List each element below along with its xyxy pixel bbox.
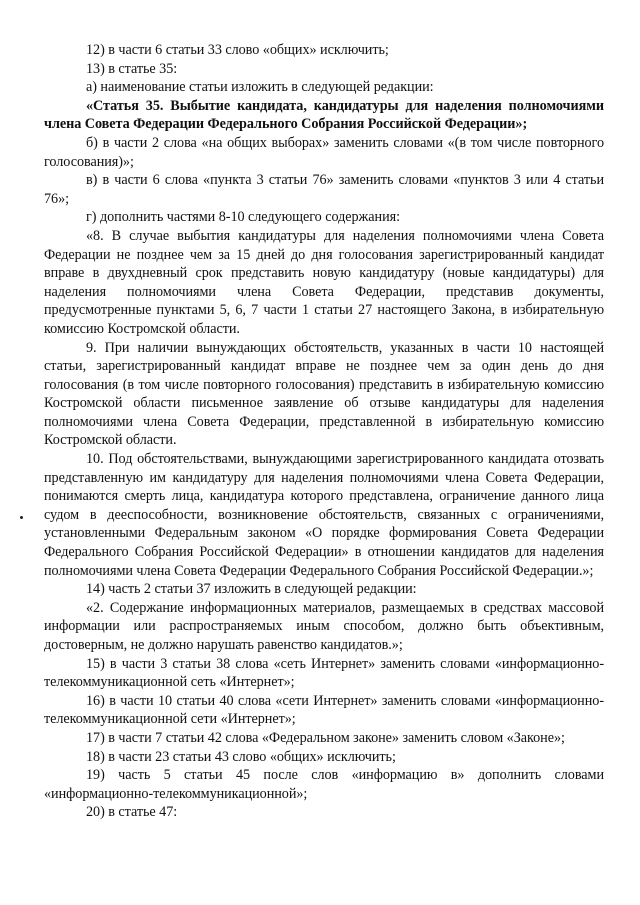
paragraph-item-20: 20) в статье 47:: [86, 804, 178, 821]
paragraph-part-9: 9. При наличии вынуждающих обстоятельств, указанных в части 10 настоящей статьи, зарегистрированный кандидат вправе не позднее чем за один день до дня голосования (в том числе повторного голосования) представить в избирательную комиссию Костромской области письменное заявление об отзыве кандидатуры для наделения полномочиями члена Совета Федерации, представленной в избирательную комиссию Костромской области.: [44, 339, 604, 449]
paragraph-subitem-v: в) в части 6 слова «пункта 3 статьи 76» заменить словами «пунктов 3 или 4 статьи 76»;: [44, 172, 604, 207]
paragraph-item-17: 17) в части 7 статьи 42 слова «Федеральном законе» заменить словом «Законе»;: [86, 729, 565, 746]
paragraph-item-14: 14) часть 2 статьи 37 изложить в следующей редакции:: [86, 581, 417, 598]
paragraph-item-13: 13) в статье 35:: [86, 60, 178, 77]
paragraph-subitem-a: а) наименование статьи изложить в следующей редакции:: [86, 79, 434, 96]
document-page: [44, 41, 604, 822]
article-35-title: «Статья 35. Выбытие кандидата, кандидатуры для наделения полномочиями члена Совета Федерации Федерального Собрания Российской Федерации»;: [44, 97, 604, 133]
paragraph-part-10: 10. Под обстоятельствами, вынуждающими зарегистрированного кандидата отозвать представленную им кандидатуру для наделения полномочиями члена Совета Федерации, понимаются смерть лица, кандидатура которого представлена, ограничение данного лица судом в дееспособности, возникновение обстоятельств, связанных с ограничениями, установленными Федеральным законом «О порядке формирования Совета Федерации Федерального Собрания Российской Федерации» в отношении кандидатов для наделения полномочиями члена Совета Федерации Федерального Собрания Российской Федерации.»;: [44, 451, 604, 579]
paragraph-subitem-g: г) дополнить частями 8-10 следующего содержания:: [86, 209, 400, 226]
paragraph-part-2-text: «2. Содержание информационных материалов, размещаемых в средствах массовой информации или распространяемых иным способом, должно быть объективным, достоверным, не должно нарушать равенство кандидатов.»;: [44, 599, 604, 653]
paragraph-item-16: 16) в части 10 статьи 40 слова «сети Интернет» заменить словами «информационно-телекоммуникационной сети «Интернет»;: [44, 692, 604, 728]
paragraph-item-19: 19) часть 5 статьи 45 после слов «информацию в» дополнить словами «информационно-телекоммуникационной»;: [44, 767, 604, 802]
paragraph-part-8: «8. В случае выбытия кандидатуры для наделения полномочиями члена Совета Федерации не позднее чем за 15 дней до дня голосования зарегистрированный кандидат вправе в двухдневный срок представить новую кандидатуру (новые кандидатуры) для наделения полномочиями члена Совета Федерации, представив документы, предусмотренные пунктами 5, 6, 7 части 1 статьи 27 настоящего Закона, в избирательную комиссию Костромской области.: [44, 227, 604, 337]
paragraph-subitem-b: б) в части 2 слова «на общих выборах» заменить словами «(в том числе повторного голосования)»;: [44, 134, 604, 170]
paragraph-item-18: 18) в части 23 статьи 43 слово «общих» исключить;: [86, 748, 396, 765]
paragraph-item-12: 12) в части 6 статьи 33 слово «общих» исключить;: [86, 42, 389, 58]
margin-dot: [20, 516, 23, 519]
paragraph-item-15: 15) в части 3 статьи 38 слова «сеть Интернет» заменить словами «информационно-телекоммуникационной сеть «Интернет»;: [44, 655, 604, 691]
